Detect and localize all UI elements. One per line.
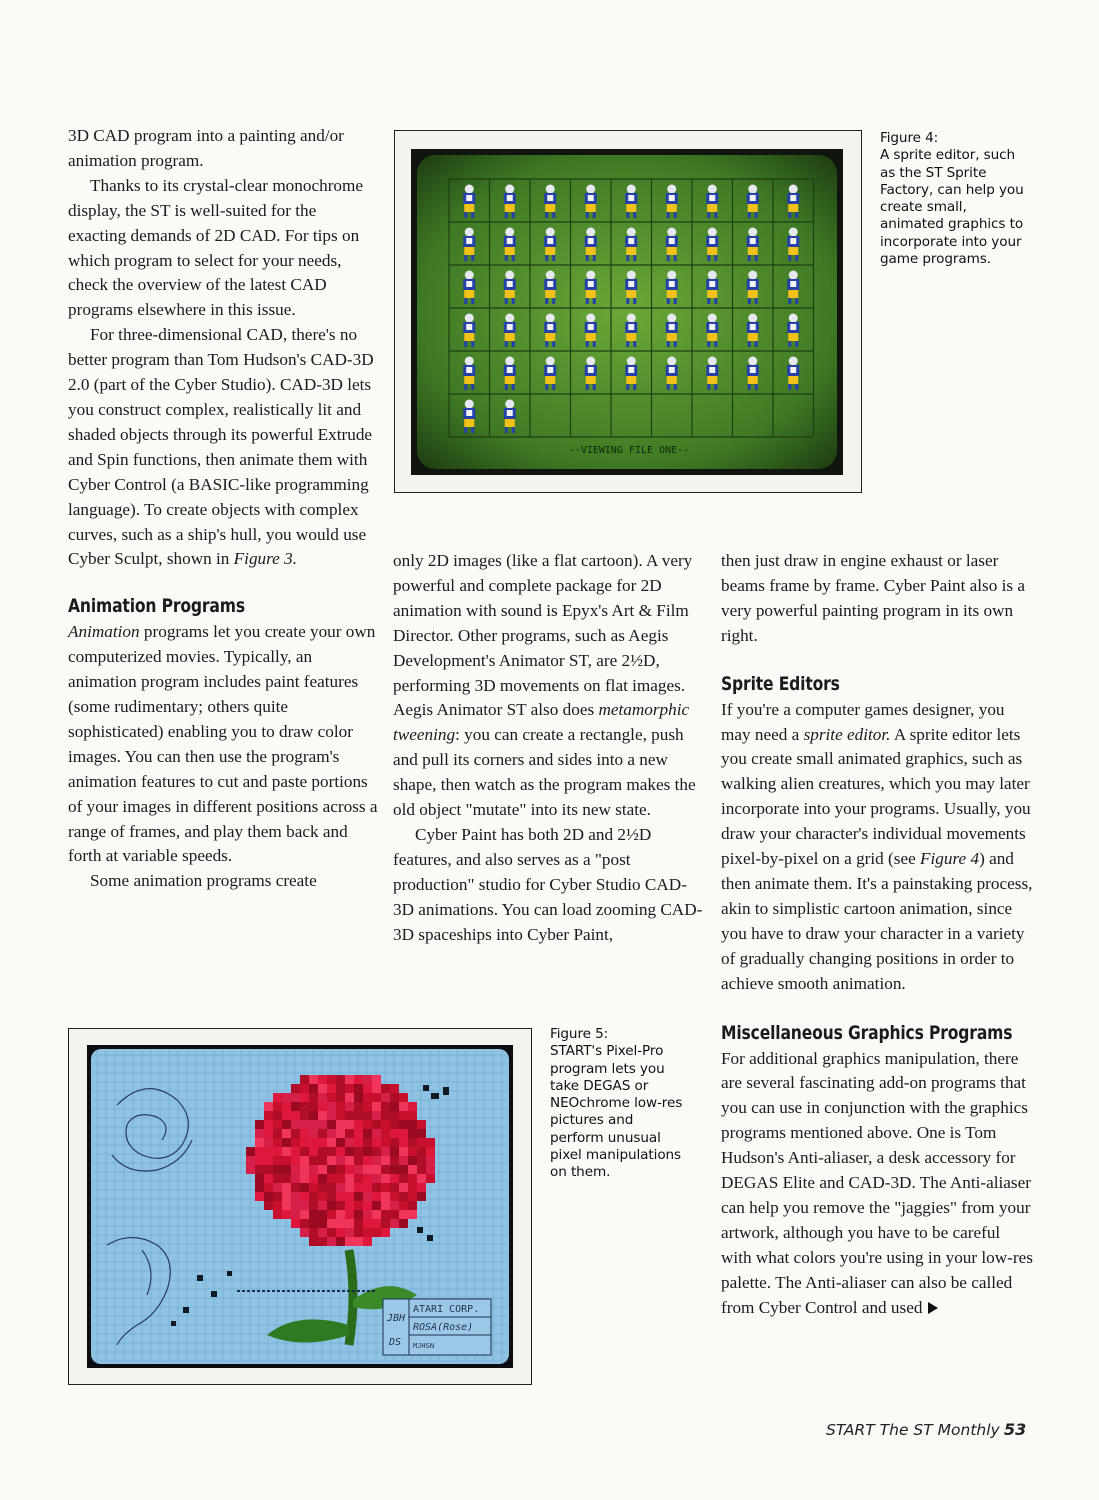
section-heading: Animation Programs	[68, 595, 245, 618]
paragraph-text: A sprite editor lets you create small animated graphics, such as walking alien creatures, which you may later incorporate into your programs. Usually, you draw your character's individual movements pixel-by-pixel on a grid (see	[721, 724, 1031, 869]
panel-small-text: MJHSN	[413, 1342, 435, 1350]
figure-label: Figure 4:	[880, 130, 939, 146]
paragraph: Cyber Paint has both 2D and 2½D features, and also serves as a "post production" studio for Cyber Studio CAD-3D animations. You can load zooming CAD-3D spaceships into Cyber Paint,	[393, 824, 703, 944]
section-heading: Miscellaneous Graphics Programs	[721, 1021, 1013, 1044]
continue-arrow-icon	[928, 1302, 938, 1314]
page-number: 53	[1004, 1420, 1027, 1439]
column-1	[68, 124, 378, 894]
figure-caption-text: START's Pixel-Pro program lets you take DEGAS or NEOchrome low-res pictures and perform unusual pixel manipulations on them.	[550, 1043, 683, 1181]
column-2	[393, 549, 703, 948]
paragraph	[68, 323, 378, 572]
paragraph-text: programs let you create your own computerized movies. Typically, an animation program includes paint features (some rudimentary; others quite sophisticated) enabling you to draw color images. You can then use the program's animation features to cut and paste portions of your images in different positions across a range of frames, and play them back and forth at variable speeds.	[68, 622, 378, 866]
figure-4-caption	[880, 130, 1030, 268]
panel-title: ATARI CORP.	[413, 1304, 480, 1315]
figure-4-photo	[411, 149, 843, 475]
paragraph-text: For additional graphics manipulation, there are several fascinating add-on programs that you can use in conjunction with the graphics programs mentioned above. One is Tom Hudson's Anti-aliaser, a desk accessory for DEGAS Elite and CAD-3D. The Anti-aliaser can help you remove the "jaggies" from your artwork, although you have to be careful with what colors you're using in your low-res palette. The Anti-aliaser can also be called from Cyber Control and used	[721, 1048, 1033, 1317]
figure-5-caption	[550, 1026, 690, 1182]
panel-subtitle: ROSA(Rose)	[413, 1322, 474, 1333]
panel-initials: JBH	[387, 1313, 406, 1324]
paragraph: Thanks to its crystal-clear monochrome display, the ST is well-suited for the exacting demands of 2D CAD. For tips on which program to select for your needs, check the overview of the latest CAD programs elsewhere in this issue.	[68, 175, 364, 320]
pixel-pro-screen	[87, 1045, 513, 1368]
paragraph	[721, 1047, 1033, 1321]
paragraph: 3D CAD program into a painting and/or animation program.	[68, 126, 344, 170]
paragraph	[721, 698, 1033, 997]
paragraph-text: : you can create a rectangle, push and pull its corners and sides into a new shape, then watch as the program makes the old object "mutate" into its new state.	[393, 725, 696, 820]
screen-status-text: --VIEWING FILE ONE--	[568, 445, 690, 456]
figure-label: Figure 5:	[550, 1026, 609, 1042]
paragraph-text: If you're a computer games designer, you may need a	[721, 699, 1005, 744]
figure-5-photo	[87, 1045, 513, 1368]
paragraph: Some animation programs create	[90, 871, 317, 891]
sprite-editor-screen	[411, 149, 843, 475]
paragraph: then just draw in engine exhaust or laser beams frame by frame. Cyber Paint also is a very powerful painting program in its own right.	[721, 551, 1026, 645]
paragraph	[393, 549, 703, 823]
figure-reference: Figure 3.	[233, 549, 297, 569]
running-footer: START The ST Monthly	[826, 1421, 1000, 1439]
panel-initials: DS	[389, 1337, 402, 1348]
figure-5-frame	[68, 1028, 532, 1385]
paragraph-text: ) and then animate them. It's a painstaking process, akin to simplistic cartoon animation, since you have to draw your character in a variety of gradually changing positions in order to achieve smooth animation.	[721, 849, 1033, 993]
figure-4-frame	[394, 130, 862, 493]
rose-stem	[349, 1250, 353, 1345]
term: metamorphic tweening	[393, 700, 690, 745]
column-3	[721, 549, 1033, 1320]
term: Animation	[68, 622, 140, 642]
section-heading: Sprite Editors	[721, 672, 840, 695]
info-panel	[383, 1299, 491, 1355]
paragraph	[68, 620, 378, 869]
paragraph-text: only 2D images (like a flat cartoon). A very powerful and complete package for 2D animation with sound is Epyx's Art & Film Director. Other programs, such as Aegis Development's Animator ST, are 2½D, performing 3D movements on flat images. Aegis Animator ST also does	[393, 551, 693, 720]
figure-caption-text: A sprite editor, such as the ST Sprite Factory, can help you create small, animated graphics to incorporate into your game programs.	[880, 147, 1024, 268]
term: sprite editor.	[803, 724, 891, 744]
paragraph-text: For three-dimensional CAD, there's no better program than Tom Hudson's CAD-3D 2.0 (part of the Cyber Studio). CAD-3D lets you construct complex, realistically lit and shaded objects through its powerful Extrude and Spin functions, then animate them with Cyber Control (a BASIC-like programming language). To create objects with complex curves, such as a ship's hull, you would use Cyber Sculpt, shown in	[68, 325, 374, 569]
figure-reference: Figure 4	[920, 849, 980, 869]
